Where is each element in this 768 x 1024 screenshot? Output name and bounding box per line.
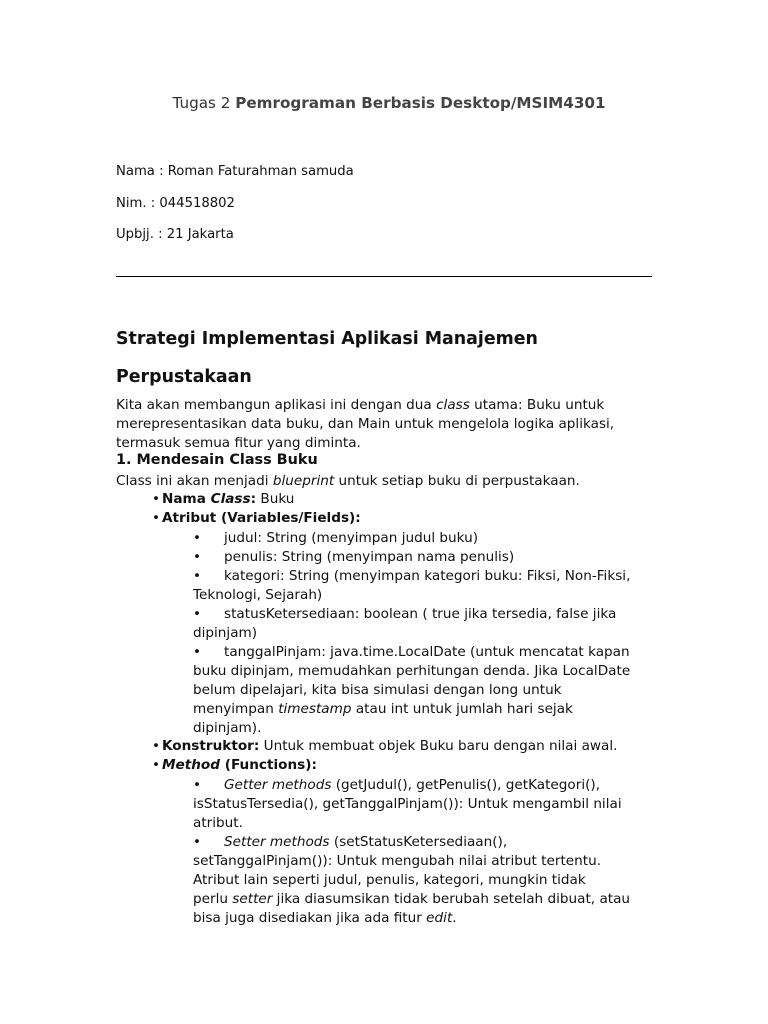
- desc-text: Class ini akan menjadi: [116, 473, 273, 489]
- list-item-setter: [193, 833, 655, 928]
- method-label: (Functions):: [220, 757, 317, 773]
- setter-text: perlu: [193, 891, 233, 907]
- desc-blueprint-italic: blueprint: [272, 473, 335, 489]
- bullet-nama-class: [152, 491, 294, 507]
- list-item-penulis: [193, 548, 655, 567]
- student-nim: Nim. : 044518802: [116, 196, 235, 211]
- list-item-text: judul: String (menyimpan judul buku): [224, 530, 479, 546]
- desc-text: untuk setiap buku di perpustakaan.: [334, 473, 580, 489]
- timestamp-italic: timestamp: [278, 701, 352, 717]
- bullet-dot: •: [193, 606, 202, 622]
- atribut-label: Atribut (Variables/Fields):: [162, 510, 361, 526]
- getter-text: (getJudul(), getPenulis(), getKategori(),: [331, 777, 601, 793]
- bullet-konstruktor: [152, 738, 617, 754]
- bullet-method: [152, 757, 317, 773]
- setter-text: bisa juga disediakan jika ada fitur: [193, 910, 427, 926]
- list-item-text: penulis: String (menyimpan nama penulis): [224, 549, 515, 565]
- student-upbjj: Upbjj. : 21 Jakarta: [116, 227, 234, 242]
- konstruktor-label: Konstruktor:: [162, 738, 260, 754]
- getter-italic: Getter methods: [224, 777, 332, 793]
- setter-word-italic: setter: [232, 891, 273, 907]
- list-item-kategori: [193, 567, 655, 605]
- label-class-italic: Class: [210, 491, 251, 507]
- list-item-tanggal: [193, 643, 655, 738]
- intro-line-1: [116, 396, 604, 415]
- intro-class-italic: class: [436, 397, 470, 413]
- bullet-dot: •: [193, 568, 202, 584]
- setter-text: .: [452, 910, 457, 926]
- setter-text: setTanggalPinjam()): Untuk mengubah nilai atribut tertentu.: [193, 853, 602, 869]
- list-item-text: Teknologi, Sejarah): [193, 587, 323, 603]
- bullet-atribut: [152, 510, 361, 526]
- label-text: Nama: [162, 491, 211, 507]
- bullet-dot: •: [193, 549, 202, 565]
- bullet-dot: •: [152, 757, 161, 773]
- method-label-italic: Method: [162, 757, 220, 773]
- section-description: [116, 472, 580, 491]
- list-item-text: belum dipelajari, kita bisa simulasi dengan long untuk: [193, 682, 562, 698]
- edit-italic: edit: [426, 910, 453, 926]
- label-colon: :: [250, 491, 257, 507]
- list-item-getter: [193, 776, 655, 833]
- bullet-dot: •: [193, 834, 202, 850]
- list-item-judul: [193, 529, 655, 548]
- intro-line-2: merepresentasikan data buku, dan Main untuk mengelola logika aplikasi,: [116, 416, 615, 432]
- document-title: [0, 94, 768, 112]
- horizontal-divider: [116, 276, 652, 277]
- list-item-text: menyimpan: [193, 701, 279, 717]
- list-item-text: dipinjam).: [193, 720, 262, 736]
- getter-text: atribut.: [193, 815, 243, 831]
- bullet-dot: •: [152, 738, 161, 754]
- intro-text: Kita akan membangun aplikasi ini dengan dua: [116, 397, 437, 413]
- bullet-dot: •: [193, 530, 202, 546]
- method-list: [193, 776, 655, 928]
- list-item-status: [193, 605, 655, 643]
- section-heading: 1. Mendesain Class Buku: [116, 452, 318, 468]
- list-item-text: statusKetersediaan: boolean ( true jika tersedia, false jika: [224, 606, 617, 622]
- list-item-text: dipinjam): [193, 625, 258, 641]
- student-name: Nama : Roman Faturahman samuda: [116, 164, 354, 179]
- setter-italic: Setter methods: [224, 834, 330, 850]
- getter-text: isStatusTersedia(), getTanggalPinjam()): Untuk mengambil nilai: [193, 796, 622, 812]
- bullet-dot: •: [152, 510, 161, 526]
- list-item-text: tanggalPinjam: java.time.LocalDate (untuk mencatat kapan: [224, 644, 630, 660]
- bullet-dot: •: [193, 777, 202, 793]
- bullet-dot: •: [152, 491, 161, 507]
- setter-text: Atribut lain seperti judul, penulis, kategori, mungkin tidak: [193, 872, 586, 888]
- intro-line-3: termasuk semua fitur yang diminta.: [116, 435, 361, 451]
- main-heading-line1: Strategi Implementasi Aplikasi Manajemen: [116, 329, 538, 349]
- list-item-text: atau int untuk jumlah hari sejak: [351, 701, 573, 717]
- list-item-text: buku dipinjam, memudahkan perhitungan denda. Jika LocalDate: [193, 663, 631, 679]
- list-item-text: kategori: String (menyimpan kategori buku: Fiksi, Non-Fiksi,: [224, 568, 631, 584]
- setter-text: (setStatusKetersediaan(),: [329, 834, 508, 850]
- main-heading-line2: Perpustakaan: [116, 367, 252, 387]
- title-course: Pemrograman Berbasis Desktop/MSIM4301: [235, 94, 606, 112]
- atribut-list: [193, 529, 655, 738]
- nama-class-value: Buku: [256, 491, 295, 507]
- title-prefix: Tugas 2: [172, 94, 236, 112]
- intro-text: utama: Buku untuk: [469, 397, 605, 413]
- setter-text: jika diasumsikan tidak berubah setelah dibuat, atau: [272, 891, 631, 907]
- konstruktor-value: Untuk membuat objek Buku baru dengan nilai awal.: [259, 738, 618, 754]
- bullet-dot: •: [193, 644, 202, 660]
